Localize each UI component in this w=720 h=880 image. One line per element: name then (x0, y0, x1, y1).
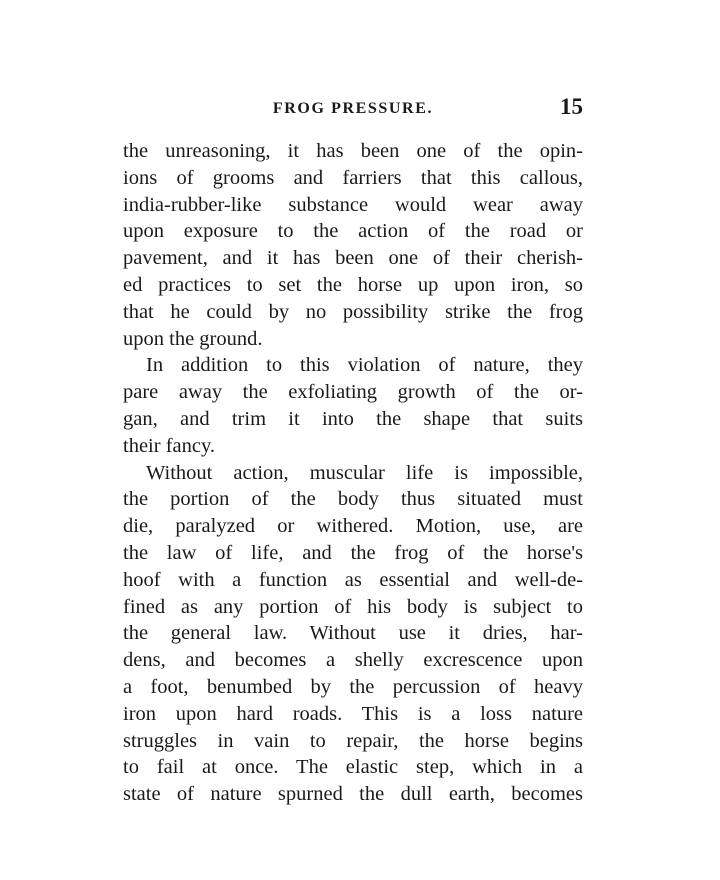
text-line: upon exposure to the action of the road or (123, 220, 583, 243)
paragraph-first-line: In addition to this violation of nature, they (146, 354, 583, 377)
text-line: the law of life, and the frog of the horse's (123, 541, 583, 564)
text-line: ed practices to set the horse up upon iron, so (123, 273, 583, 296)
text-line: iron upon hard roads. This is a loss nature (123, 702, 583, 725)
text-line: pare away the exfoliating growth of the or- (123, 381, 583, 404)
text-line: that he could by no possibility strike the frog (123, 300, 583, 323)
text-line: die, paralyzed or withered. Motion, use, are (123, 515, 583, 538)
text-line: to fail at once. The elastic step, which in a (123, 756, 583, 779)
text-line: upon the ground. (123, 327, 263, 350)
text-line: state of nature spurned the dull earth, becomes (123, 783, 583, 806)
text-line: india-rubber-like substance would wear away (123, 193, 583, 216)
running-title: FROG PRESSURE. (272, 100, 434, 117)
body-text (123, 138, 583, 808)
text-line: ions of grooms and farriers that this callous, (123, 166, 583, 189)
text-line: the portion of the body thus situated must (123, 488, 583, 511)
text-line: dens, and becomes a shelly excrescence upon (123, 649, 583, 672)
paragraph-first-line: Without action, muscular life is impossible, (146, 461, 583, 484)
text-line: the unreasoning, it has been one of the opin- (123, 140, 583, 162)
text-line: pavement, and it has been one of their cherish- (123, 247, 583, 270)
text-line: their fancy. (123, 434, 216, 457)
page-number: 15 (560, 94, 583, 119)
text-line: fined as any portion of his body is subject to (123, 595, 583, 618)
text-line: struggles in vain to repair, the horse begins (123, 729, 583, 752)
text-line: a foot, benumbed by the percussion of heavy (123, 675, 583, 698)
text-line: gan, and trim it into the shape that suits (123, 407, 583, 430)
text-line: the general law. Without use it dries, har- (123, 622, 583, 645)
text-line: hoof with a function as essential and well-de- (123, 568, 583, 591)
running-head (123, 94, 583, 124)
